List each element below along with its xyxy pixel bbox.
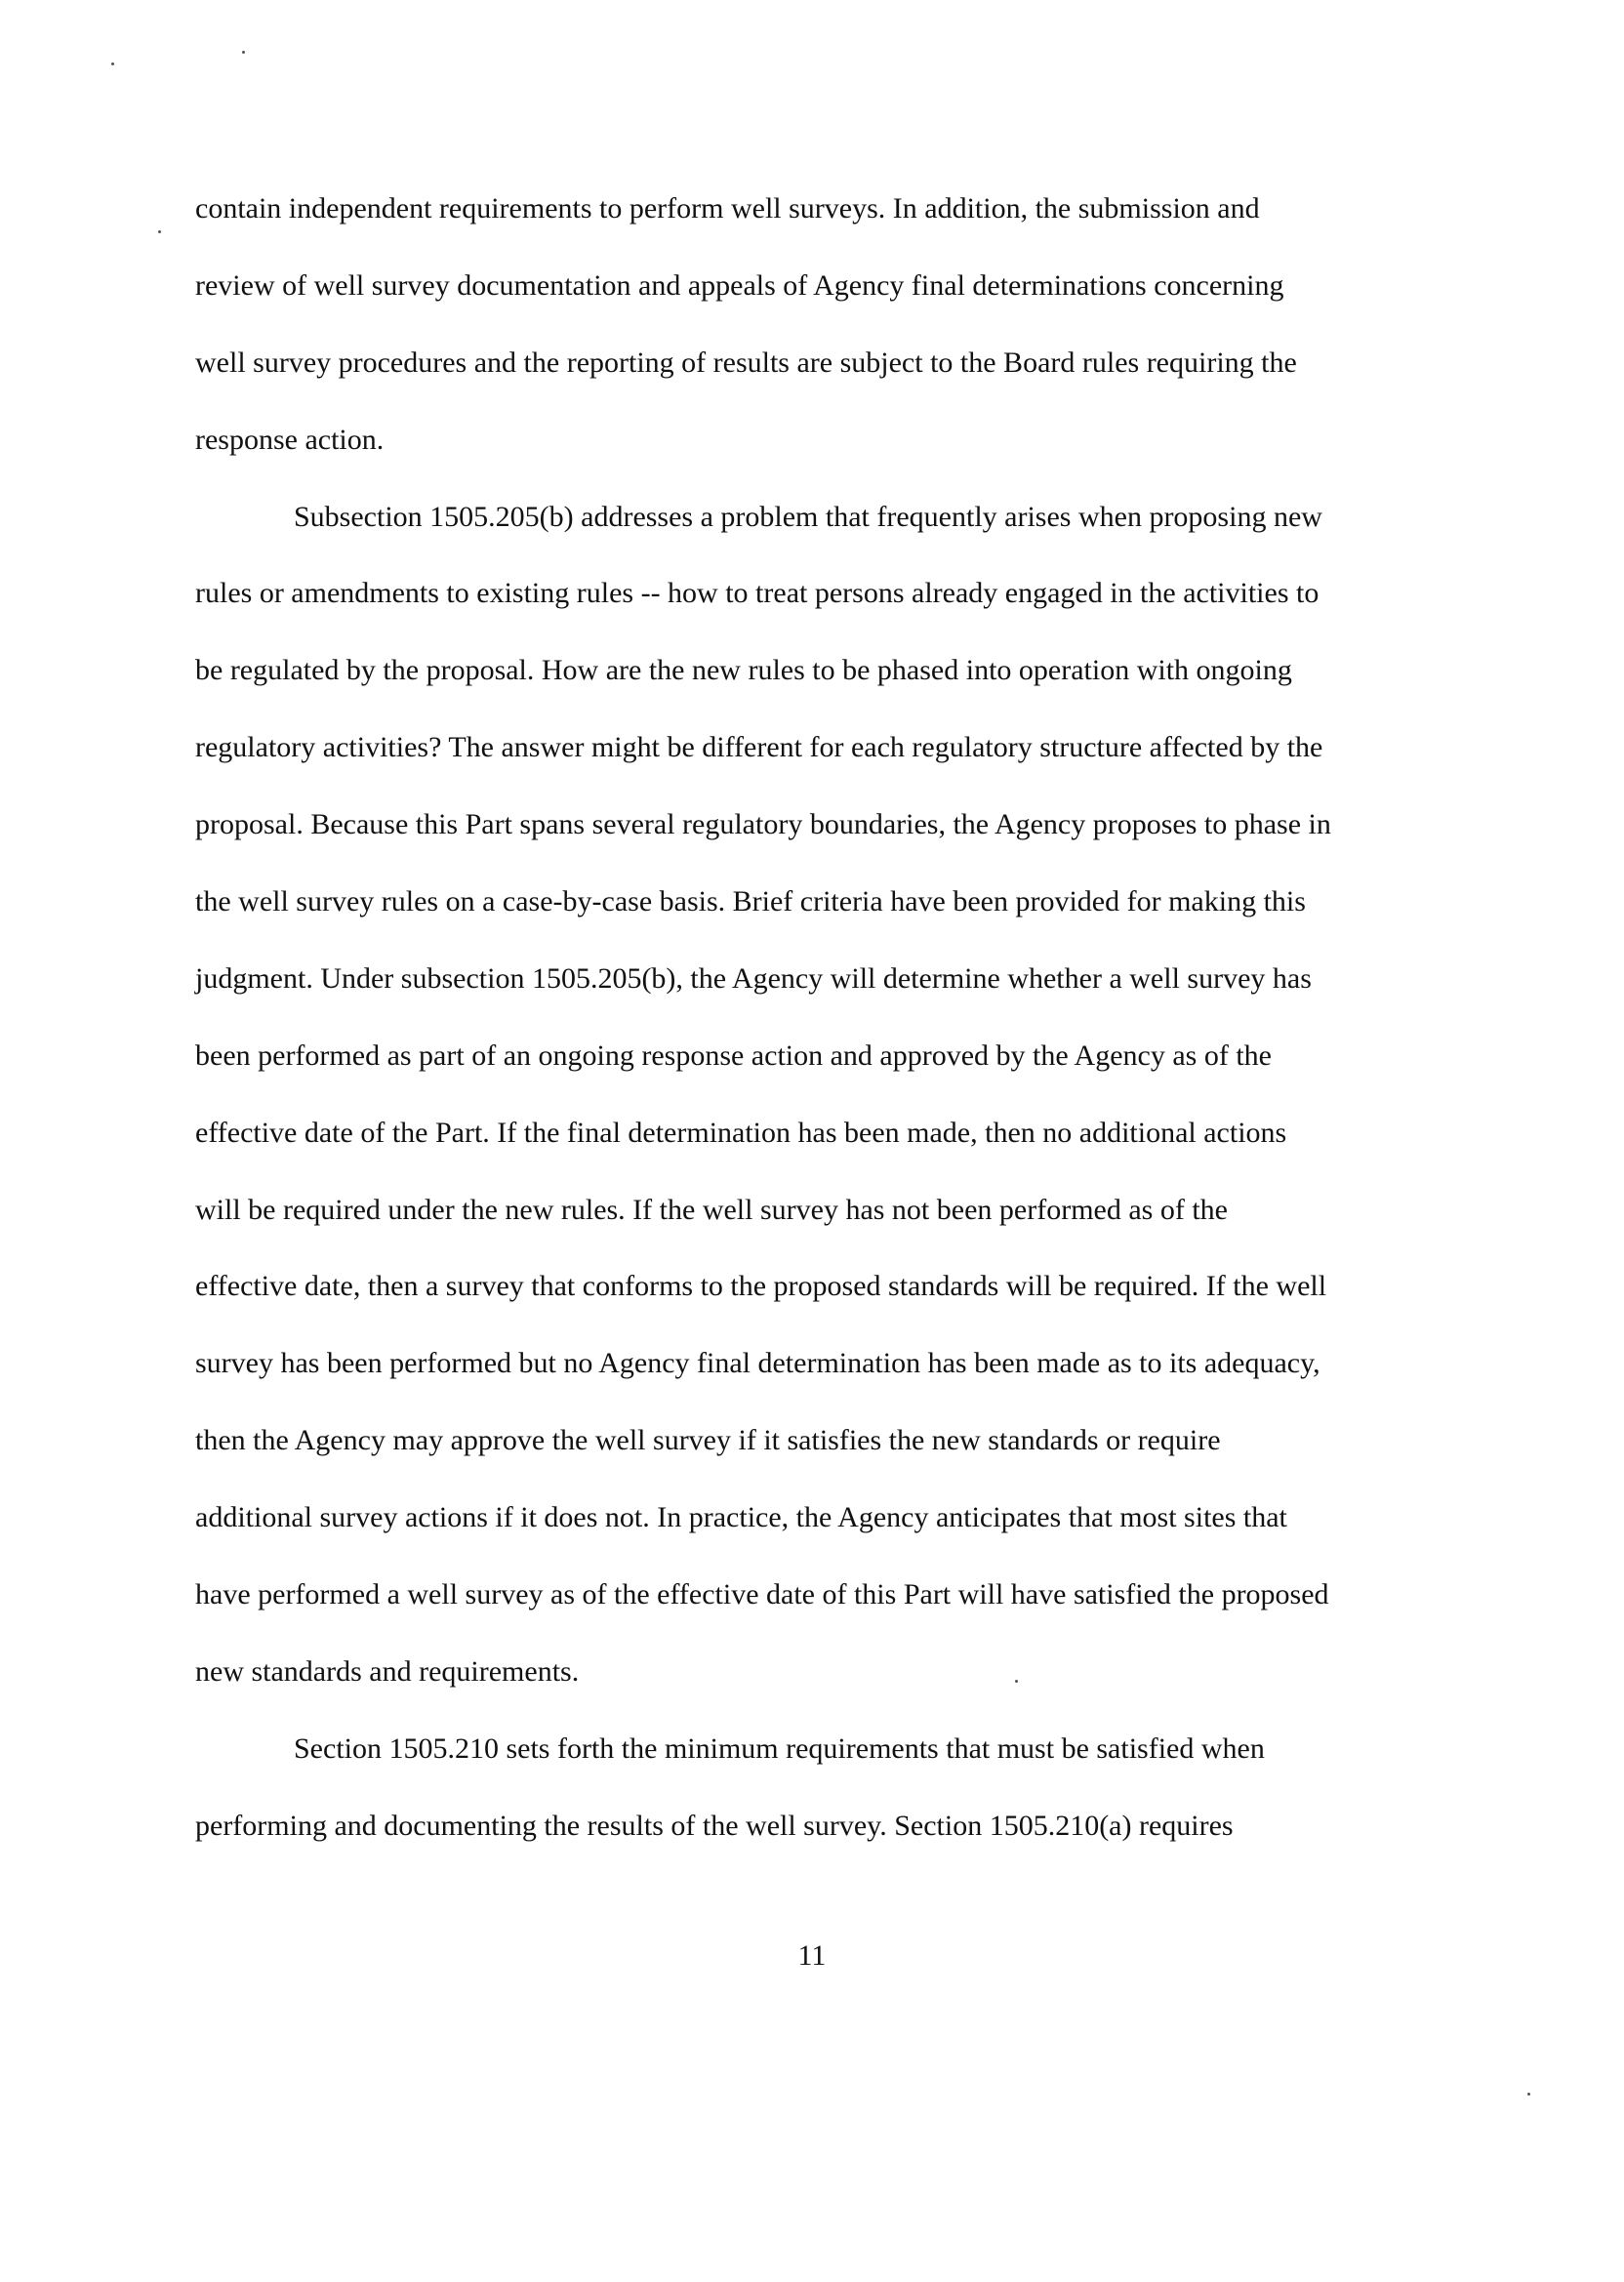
text-line: response action.: [195, 423, 385, 456]
text-line: rules or amendments to existing rules -- how to treat persons already engaged in the activities to: [195, 577, 1320, 610]
text-line: contain independent requirements to perform well surveys. In addition, the submission and: [195, 192, 1260, 224]
body-text: [195, 185, 1480, 1880]
text-line: Subsection 1505.205(b) addresses a problem that frequently arises when proposing new: [294, 500, 1322, 533]
scan-speck: [1015, 1680, 1018, 1683]
page-number: 11: [797, 1939, 827, 1972]
text-line: been performed as part of an ongoing response action and approved by the Agency as of the: [195, 1039, 1272, 1072]
text-line: have performed a well survey as of the effective date of this Part will have satisfied the proposed: [195, 1578, 1329, 1611]
text-line: judgment. Under subsection 1505.205(b), the Agency will determine whether a well survey has: [195, 961, 1312, 995]
text-line: performing and documenting the results of the well survey. Section 1505.210(a) requires: [195, 1809, 1234, 1842]
text-line: Section 1505.210 sets forth the minimum requirements that must be satisfied when: [294, 1732, 1265, 1765]
text-line: new standards and requirements.: [195, 1654, 580, 1688]
text-line: will be required under the new rules. If the well survey has not been performed as of the: [195, 1193, 1228, 1226]
text-line: be regulated by the proposal. How are the new rules to be phased into operation with ongoing: [195, 654, 1292, 687]
text-line: regulatory activities? The answer might be different for each regulatory structure affected by the: [195, 731, 1323, 764]
text-line: proposal. Because this Part spans several regulatory boundaries, the Agency proposes to phase in: [195, 808, 1331, 841]
text-line: effective date of the Part. If the final determination has been made, then no additional actions: [195, 1116, 1287, 1149]
text-line: effective date, then a survey that conforms to the proposed standards will be required. If the well: [195, 1270, 1327, 1303]
text-line: then the Agency may approve the well survey if it satisfies the new standards or require: [195, 1424, 1221, 1457]
scan-speck: [242, 51, 245, 54]
text-line: review of well survey documentation and appeals of Agency final determinations concerning: [195, 268, 1284, 302]
scan-speck: [1527, 2093, 1530, 2096]
scan-speck: [158, 230, 161, 233]
scan-speck: [111, 62, 114, 65]
text-line: well survey procedures and the reporting of results are subject to the Board rules requiring the: [195, 346, 1297, 379]
text-line: survey has been performed but no Agency final determination has been made as to its adequacy,: [195, 1347, 1320, 1380]
text-line: the well survey rules on a case-by-case basis. Brief criteria have been provided for making this: [195, 885, 1306, 918]
text-line: additional survey actions if it does not. In practice, the Agency anticipates that most sites that: [195, 1501, 1287, 1534]
